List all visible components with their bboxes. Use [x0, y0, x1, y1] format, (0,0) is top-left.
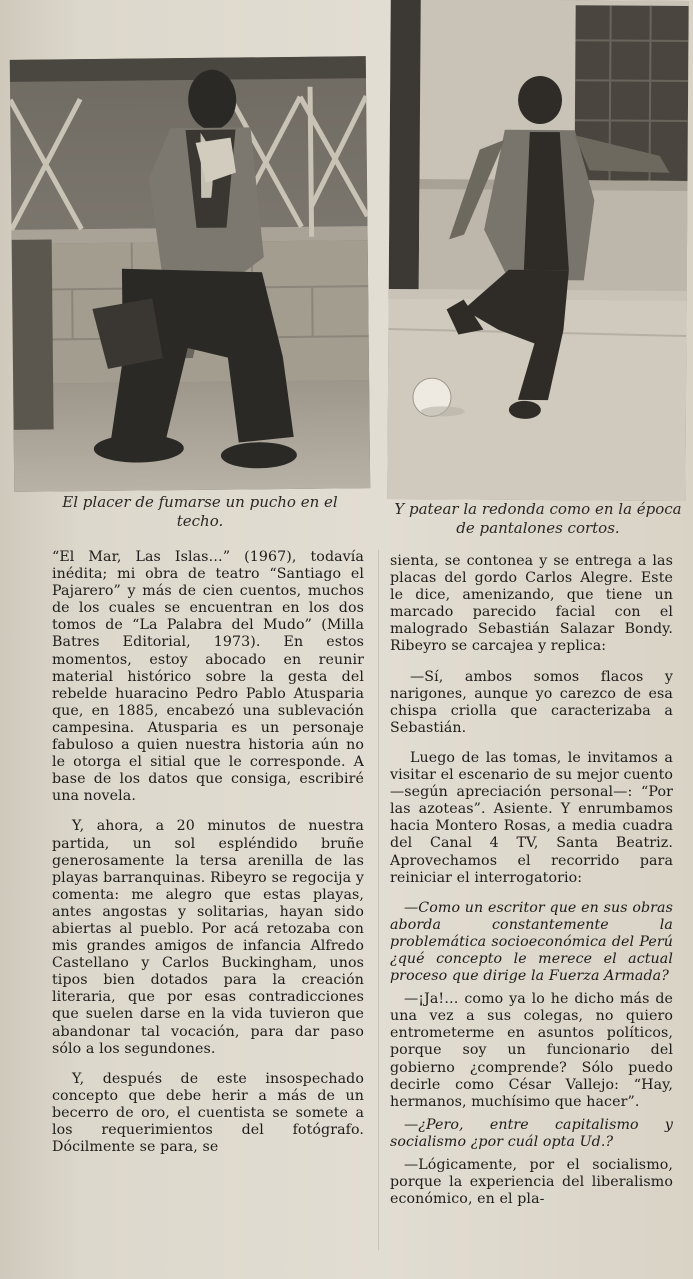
- column-divider: [378, 550, 379, 1250]
- photo-kicking-image: [387, 0, 688, 501]
- paragraph: Y, ahora, a 20 minutos de nuestra partida, un sol espléndido bruñe generosamente la tersa arenilla de las playas barranquinas. Ribeyro se regocija y comenta: me alegro que estas playas, antes angostas y solitarias, hayan sido abiertas al pueblo. Por acá retozaba con mis grandes amigos de infancia Alfredo Castellano y Carlos Buckingham, unos tipos bien dotados para la creación literaria, que por esas contradicciones que suelen darse en la vida tuvieron que abandonar tal vocación, para dar paso sólo a los segundones.: [52, 818, 364, 1057]
- paragraph: sienta, se contonea y se entrega a las placas del gordo Carlos Alegre. Este le dice, amenizando, que tiene un marcado parecido facial con el malogrado Sebastián Salazar Bondy. Ribeyro se carcajea y replica:: [390, 553, 673, 655]
- paragraph: Y, después de este insospechado concepto que debe herir a más de un becerro de oro, el cuentista se somete a los requerimientos del fotógrafo. Dócilmente se para, se: [52, 1070, 364, 1156]
- question: —Como un escritor que en sus obras aborda constantemente la problemática socioeconómica del Perú ¿qué concepto le merece el actual proceso que dirige la Fuerza Armada?: [390, 899, 673, 985]
- paragraph: Luego de las tomas, le invitamos a visitar el escenario de su mejor cuento —según apreciación personal—: “Por las azoteas”. Asiente. Y enrumbamos hacia Montero Rosas, a media cuadra del Canal 4 TV, Santa Beatriz. Aprovechamos el recorrido para reiniciar el interrogatorio:: [390, 749, 674, 886]
- article-column-left: [52, 549, 364, 1169]
- paragraph: —Sí, ambos somos flacos y narigones, aunque yo carezco de esa chispa criolla que caracterizaba a Sebastián.: [390, 668, 673, 736]
- paragraph: “El Mar, Las Islas…” (1967), todavía inédita; mi obra de teatro “Santiago el Pajarero” y más de cien cuentos, muchos de los cuales se encuentran en los dos tomos de “La Palabra del Mudo” (Milla Batres Editorial, 1973). En estos momentos, estoy abocado en reunir material histórico sobre la gesta del rebelde huaracino Pedro Pablo Atusparia que, en 1885, encabezó una sublevación campesina. Atusparia es un personaje fabuloso a quien nuestra historia aún no le otorga el sitial que le corresponde. A base de los datos que consiga, escribiré una novela.: [52, 549, 364, 805]
- answer: —¡Ja!… como ya lo he dicho más de una vez a sus colegas, no quiero entrometerme en asuntos políticos, porque soy un funcionario del gobierno ¿comprende? Sólo puedo decirle como César Vallejo: “Hay, hermanos, muchísimo que hacer”.: [390, 991, 673, 1110]
- photo-smoking-image: [10, 56, 371, 492]
- caption-right: Y patear la redonda como en la época de pantalones cortos.: [394, 500, 682, 537]
- answer: —Lógicamente, por el socialismo, porque la experiencia del liberalismo económico, en el pla-: [390, 1157, 673, 1208]
- caption-left: El placer de fumarse un pucho en el techo.: [62, 493, 338, 530]
- photo-smoking-rooftop: [10, 56, 371, 492]
- photo-kicking-ball: [387, 0, 688, 501]
- article-column-right: [390, 553, 673, 1214]
- question: —¿Pero, entre capitalismo y socialismo ¿por cuál opta Ud.?: [390, 1116, 673, 1150]
